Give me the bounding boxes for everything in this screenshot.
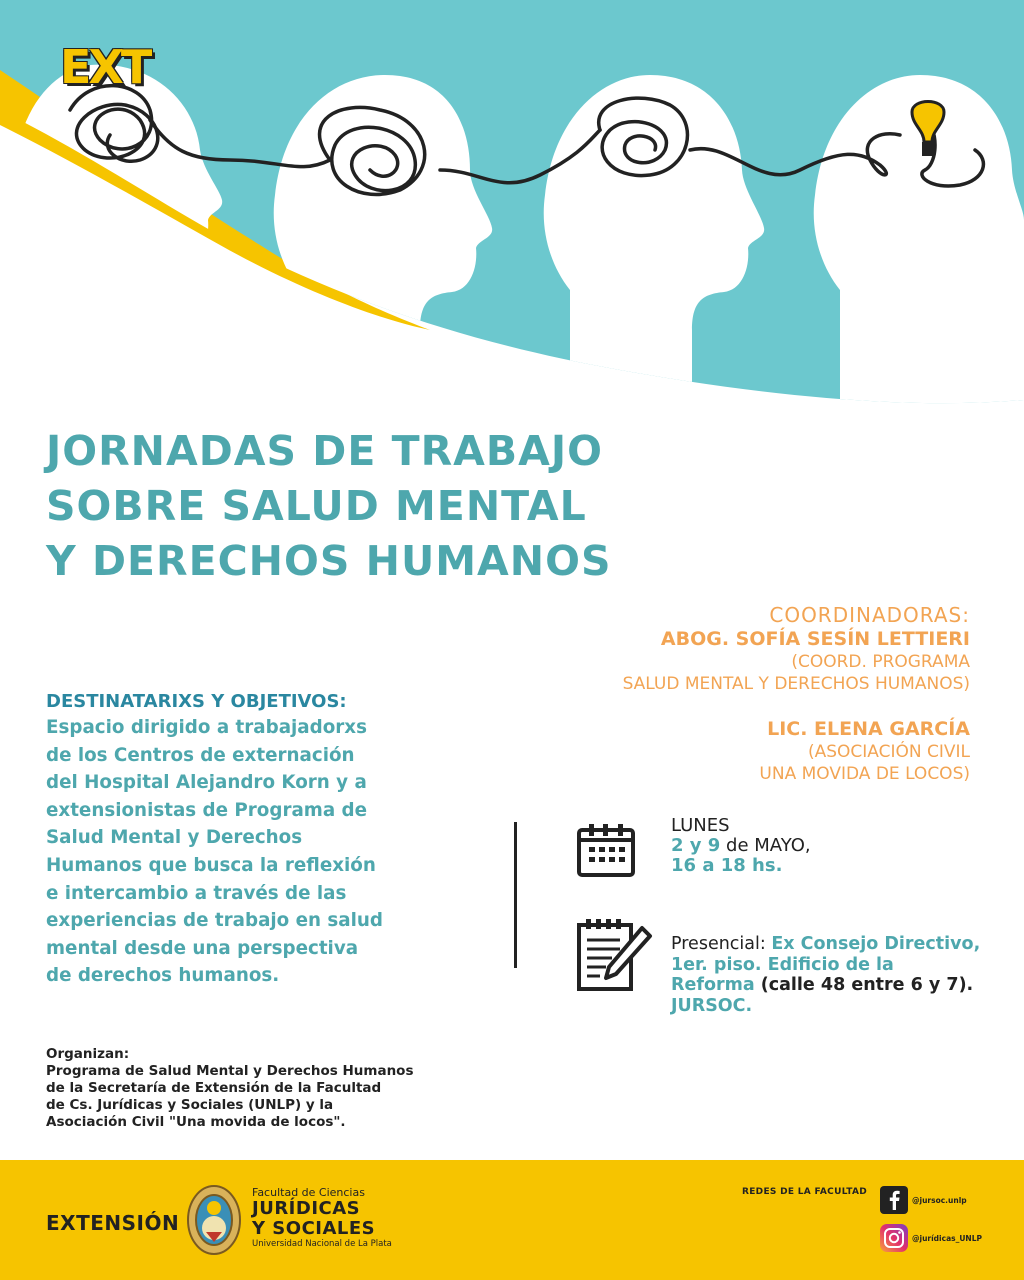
objectives-line: de derechos humanos. bbox=[46, 965, 280, 987]
vertical-divider bbox=[514, 822, 517, 968]
page-title bbox=[46, 424, 611, 589]
objectives-line: Espacio dirigido a trabajadorxs bbox=[46, 717, 367, 738]
location-block bbox=[671, 934, 981, 1016]
organizers-line: Asociación Civil "Una movida de locos". bbox=[46, 1114, 346, 1130]
head-2 bbox=[274, 75, 492, 410]
instagram-icon[interactable] bbox=[880, 1224, 908, 1252]
objectives-block bbox=[46, 690, 466, 990]
organizers-block bbox=[46, 1046, 414, 1131]
coordinator-2-role-2: UNA MOVIDA DE LOCOS) bbox=[759, 764, 970, 784]
objectives-heading: DESTINATARIXS Y OBJETIVOS: bbox=[46, 691, 347, 712]
coordinator-2-name: LIC. ELENA GARCÍA bbox=[767, 718, 970, 740]
title-line-1: JORNADAS DE TRABAJO bbox=[46, 427, 603, 475]
instagram-handle[interactable]: @jurídicas_UNLP bbox=[912, 1234, 982, 1243]
organizers-line: Programa de Salud Mental y Derechos Humanos bbox=[46, 1063, 414, 1079]
organizers-line: de la Secretaría de Extensión de la Facultad bbox=[46, 1080, 382, 1096]
university-seal-icon bbox=[186, 1184, 242, 1256]
faculty-name-line-2: Y SOCIALES bbox=[252, 1218, 376, 1239]
coordinator-2-role-1: (ASOCIACIÓN CIVIL bbox=[807, 742, 970, 762]
coordinators-heading: COORDINADORAS: bbox=[769, 603, 970, 627]
organizers-line: de Cs. Jurídicas y Sociales (UNLP) y la bbox=[46, 1097, 334, 1113]
location-address: (calle 48 entre 6 y 7). bbox=[754, 975, 974, 995]
facebook-icon[interactable] bbox=[880, 1186, 908, 1214]
location-place: Ex Consejo Directivo, 1er. piso. Edificio de la Reforma bbox=[671, 934, 981, 995]
hero-illustration bbox=[0, 0, 1024, 410]
location-label: Presencial: bbox=[671, 934, 772, 954]
objectives-line: Salud Mental y Derechos bbox=[46, 827, 303, 849]
faculty-top: Facultad de Ciencias bbox=[252, 1186, 365, 1199]
social-heading: REDES DE LA FACULTAD bbox=[742, 1187, 868, 1197]
schedule-day: LUNES bbox=[671, 815, 730, 836]
objectives-line: del Hospital Alejandro Korn y a bbox=[46, 772, 367, 794]
document-pencil-icon bbox=[576, 918, 654, 994]
schedule-dates: 2 y 9 bbox=[671, 835, 721, 856]
title-line-2: SOBRE SALUD MENTAL bbox=[46, 482, 587, 530]
ext-logo: EXT bbox=[60, 40, 150, 94]
objectives-line: de los Centros de externación bbox=[46, 744, 355, 766]
coordinators-block bbox=[450, 603, 970, 785]
faculty-name-line-1: JURÍDICAS bbox=[252, 1198, 361, 1219]
schedule-block bbox=[671, 816, 811, 876]
objectives-line: experiencias de trabajo en salud bbox=[46, 910, 383, 932]
faculty-name bbox=[252, 1199, 392, 1239]
coordinator-1-role-2: SALUD MENTAL Y DERECHOS HUMANOS) bbox=[622, 674, 970, 694]
objectives-line: mental desde una perspectiva bbox=[46, 937, 359, 959]
faculty-logo-text bbox=[252, 1186, 392, 1250]
coordinator-1-name: ABOG. SOFÍA SESÍN LETTIERI bbox=[660, 628, 970, 650]
faculty-university: Universidad Nacional de La Plata bbox=[252, 1239, 392, 1249]
schedule-dates-line bbox=[671, 836, 811, 856]
title-line-3: Y DERECHOS HUMANOS bbox=[46, 537, 612, 585]
objectives-line: e intercambio a través de las bbox=[46, 882, 347, 904]
calendar-icon bbox=[576, 822, 636, 878]
objectives-body bbox=[46, 714, 466, 990]
objectives-line: extensionistas de Programa de bbox=[46, 799, 368, 821]
objectives-line: Humanos que busca la reflexión bbox=[46, 854, 376, 876]
schedule-month: de MAYO, bbox=[720, 835, 811, 856]
organizers-heading: Organizan: bbox=[46, 1046, 130, 1062]
coordinator-1-role-1: (COORD. PROGRAMA bbox=[791, 652, 970, 672]
facebook-handle[interactable]: @jursoc.unlp bbox=[912, 1196, 967, 1205]
location-org: JURSOC. bbox=[671, 995, 753, 1016]
extension-label: EXTENSIÓN bbox=[46, 1211, 180, 1235]
schedule-hours: 16 a 18 hs. bbox=[671, 855, 783, 876]
